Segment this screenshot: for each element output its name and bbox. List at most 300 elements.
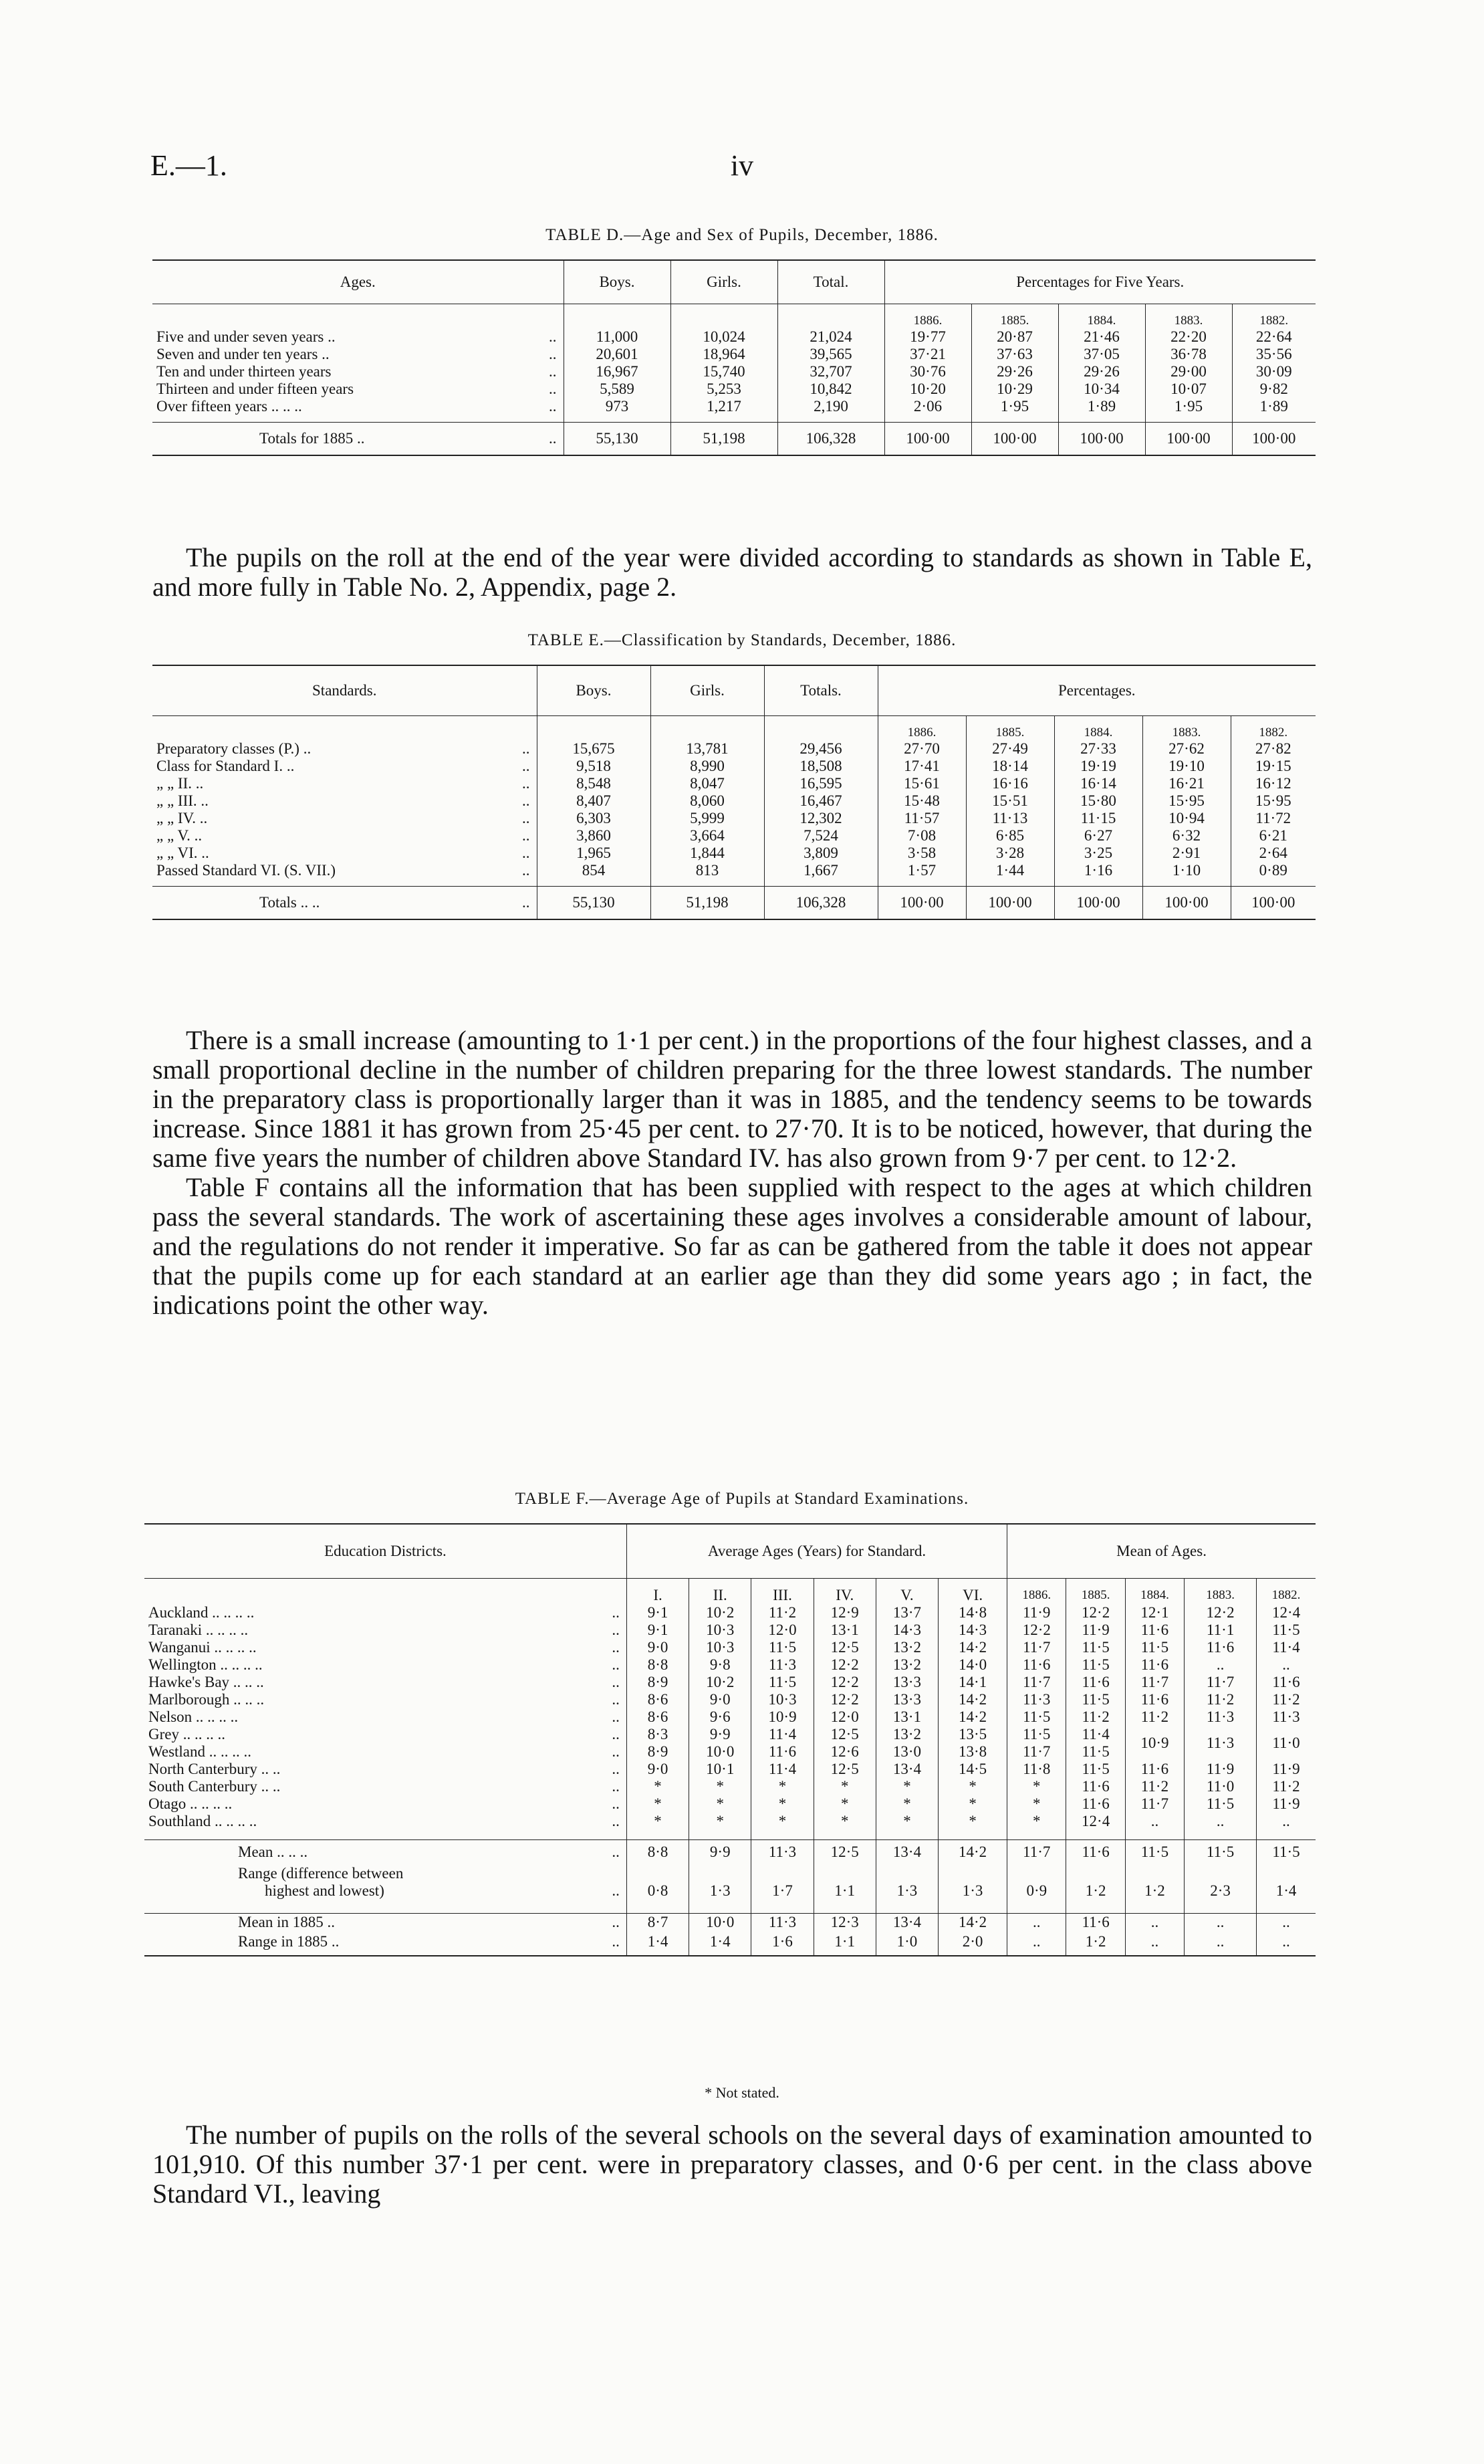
table-f-blank-cell	[1185, 1865, 1257, 1882]
table-e-blank-cell	[764, 716, 878, 741]
table-f-standard-cell: 1·6	[751, 1933, 814, 1956]
table-f-blank-cell	[876, 1830, 938, 1839]
table-f-leader: ..	[612, 1778, 620, 1795]
table-f-standard-cell: *	[939, 1778, 1007, 1795]
table-f-standard-cell: *	[939, 1795, 1007, 1813]
table-e-girls-cell: 8,060	[650, 792, 764, 810]
table-e-boys-cell: 8,407	[537, 792, 650, 810]
table-f-standard-cell: 10·1	[689, 1761, 751, 1778]
table-f-standard-cell: *	[626, 1778, 689, 1795]
table-e-row-label: „ „ V. ..	[156, 827, 203, 844]
table-f-standard-cell: 8·9	[626, 1674, 689, 1691]
table-f-standard-cell: 9·1	[626, 1621, 689, 1639]
table-f-row-label: North Canterbury .. ..	[148, 1761, 281, 1777]
table-f-year-header: 1882.	[1257, 1579, 1316, 1605]
table-d-percent-cell: 1·95	[971, 398, 1058, 415]
table-e-percent-cell: 15·61	[878, 775, 966, 792]
table-d-percent-cell: 10·34	[1058, 380, 1145, 398]
table-f-blank-cell	[144, 1905, 588, 1913]
table-e-percent-cell: 15·80	[1054, 792, 1142, 810]
table-f-mean-cell: 1·2	[1125, 1882, 1184, 1905]
table-f-standard-cell: 12·5	[814, 1726, 876, 1743]
table-d-percent-cell: 37·05	[1058, 346, 1145, 363]
table-d-totals-percent: 100·00	[971, 422, 1058, 455]
table-f-row-label: Southland .. .. .. ..	[148, 1813, 257, 1829]
table-f-mean-cell: 11·2	[1125, 1778, 1184, 1795]
table-d-blank-cell	[564, 415, 670, 422]
table-d-total-cell: 10,842	[777, 380, 884, 398]
table-f-blank-cell	[1257, 1905, 1316, 1913]
table-f-header-mean-of-ages: Mean of Ages.	[1007, 1524, 1316, 1579]
table-f-year-header: 1883.	[1185, 1579, 1257, 1605]
table-f-blank-cell	[1066, 1905, 1125, 1913]
table-e-percent-cell: 2·64	[1231, 845, 1316, 862]
table-d-percent-cell: 37·63	[971, 346, 1058, 363]
table-e-header-totals: Totals.	[764, 665, 878, 716]
table-e-blank-cell	[1231, 879, 1316, 886]
table-f-mean-cell: 11·6	[1185, 1639, 1257, 1656]
table-f-mean-cell: ..	[1257, 1656, 1316, 1674]
table-f-standard-cell: 13·7	[876, 1604, 938, 1621]
table-e-percent-cell: 16·12	[1231, 775, 1316, 792]
table-f-year-header: 1886.	[1007, 1579, 1066, 1605]
table-d-header-percentages: Percentages for Five Years.	[884, 260, 1316, 304]
table-d-totals-girls: 51,198	[670, 422, 777, 455]
table-e-leader: ..	[522, 810, 530, 826]
table-f-blank-cell	[876, 1865, 938, 1882]
table-f-standard-cell: *	[751, 1778, 814, 1795]
table-d-leader: ..	[549, 346, 557, 362]
table-d-girls-cell: 5,253	[670, 380, 777, 398]
table-f-standard-header: II.	[689, 1579, 751, 1605]
table-f-mean-cell: 11·5	[1066, 1691, 1125, 1708]
table-e-body	[152, 716, 1316, 920]
table-f-mean-cell: 11·7	[1007, 1743, 1066, 1761]
table-e-percent-cell: 16·16	[966, 775, 1054, 792]
table-f-standard-cell: 12·5	[814, 1761, 876, 1778]
table-f-mean-cell: 11·9	[1066, 1621, 1125, 1639]
table-f-row	[144, 1778, 1316, 1795]
table-f-mean-cell: ..	[1257, 1913, 1316, 1933]
table-f-standard-cell: 14·2	[939, 1639, 1007, 1656]
table-f-mean-cell: 12·2	[1185, 1604, 1257, 1621]
table-e-leader: ..	[522, 775, 530, 792]
table-f-row-label: Westland .. .. .. ..	[148, 1743, 252, 1760]
table-f-standard-cell: 13·3	[876, 1674, 938, 1691]
table-e-header-girls: Girls.	[650, 665, 764, 716]
table-e-totals-row	[152, 886, 1316, 919]
paragraph-1	[152, 543, 1312, 602]
table-d-boys-cell: 11,000	[564, 328, 670, 346]
table-f-blank-cell	[814, 1905, 876, 1913]
table-e-percent-cell: 11·72	[1231, 810, 1316, 827]
table-e-boys-cell: 9,518	[537, 758, 650, 775]
table-f-caption: TABLE F.—Average Age of Pupils at Standard Examinations.	[515, 1490, 969, 1508]
table-e-percent-cell: 1·16	[1054, 862, 1142, 879]
table-e-row-label: Preparatory classes (P.) ..	[156, 740, 312, 757]
table-d-row	[152, 346, 1316, 363]
table-d-percent-cell: 37·21	[884, 346, 971, 363]
table-e-row-label: Class for Standard I. ..	[156, 758, 295, 774]
table-d-percent-cell: 1·95	[1145, 398, 1232, 415]
table-f-standard-cell: 14·5	[939, 1761, 1007, 1778]
table-f-mean-cell: 11·7	[1007, 1839, 1066, 1865]
table-e-percent-cell: 27·62	[1142, 740, 1231, 758]
table-d-percent-cell: 9·82	[1232, 380, 1316, 398]
paragraph-2-text: There is a small increase (amounting to 1·1 per cent.) in the proportions of the four highest classes, and a small proportional decline in the number of children preparing for the three lowest standards. The number in the preparatory class is proportionally larger than it was in 1885, and the tendency seems to be towards increase. Since 1881 it has grown from 25·45 per cent. to 27·70. It is to be noticed, however, that during the same five years the number of children above Standard IV. has also grown from 9·7 per cent. to 12·2.	[152, 1025, 1312, 1173]
table-e-percent-cell: 0·89	[1231, 862, 1316, 879]
table-d-totals-percent: 100·00	[884, 422, 971, 455]
table-f-mean-cell: ..	[1125, 1933, 1184, 1956]
table-f-standard-cell: 9·0	[626, 1639, 689, 1656]
table-f-mean-cell: ..	[1185, 1813, 1257, 1830]
paragraph-4	[152, 2120, 1312, 2209]
table-f-standard-cell: 13·3	[876, 1691, 938, 1708]
table-f-row	[144, 1604, 1316, 1621]
table-d-percent-cell: 21·46	[1058, 328, 1145, 346]
table-f-standard-cell: *	[689, 1778, 751, 1795]
table-f-standard-cell: 13·4	[876, 1839, 938, 1865]
table-e-boys-cell: 8,548	[537, 775, 650, 792]
table-f-mean-cell: 11·4	[1066, 1726, 1125, 1743]
table-e-totals-percent: 100·00	[966, 886, 1054, 919]
table-f-standard-header: III.	[751, 1579, 814, 1605]
table-f-standard-cell: 10·3	[689, 1639, 751, 1656]
table-e-leader: ..	[522, 758, 530, 774]
table-d-blank-cell	[1232, 415, 1316, 422]
table-f-standard-cell: 14·2	[939, 1691, 1007, 1708]
table-f-mean-cell: 12·4	[1257, 1604, 1316, 1621]
table-e-percent-cell: 7·08	[878, 827, 966, 845]
table-e-boys-cell: 6,303	[537, 810, 650, 827]
table-f-leader: ..	[612, 1795, 620, 1812]
table-e-row-label: „ „ VI. ..	[156, 845, 209, 861]
table-e-boys-cell: 1,965	[537, 845, 650, 862]
table-d-boys-cell: 20,601	[564, 346, 670, 363]
table-e-percent-cell: 27·70	[878, 740, 966, 758]
table-f-mean-cell: 11·6	[1066, 1674, 1125, 1691]
table-f-row	[144, 1621, 1316, 1639]
table-e-percent-cell: 15·51	[966, 792, 1054, 810]
table-e-girls-cell: 813	[650, 862, 764, 879]
table-d-percent-cell: 29·00	[1145, 363, 1232, 380]
table-e-blank-cell	[152, 716, 500, 741]
table-f-standard-cell: 12·2	[814, 1656, 876, 1674]
table-f-standard-cell: 10·9	[751, 1708, 814, 1726]
table-f-year-header: 1885.	[1066, 1579, 1125, 1605]
table-f-standard-cell: 8·9	[626, 1743, 689, 1761]
table-e-blank-cell	[1142, 879, 1231, 886]
table-f-blank-cell	[626, 1905, 689, 1913]
table-f-mean-cell: 0·9	[1007, 1882, 1066, 1905]
table-d-row-label: Over fifteen years .. .. ..	[156, 398, 302, 415]
table-d-percent-cell: 20·87	[971, 328, 1058, 346]
table-f-standard-cell: 8·6	[626, 1708, 689, 1726]
table-d-row-label: Thirteen and under fifteen years	[156, 380, 354, 397]
table-f-leader: ..	[612, 1691, 620, 1708]
paragraph-1-text: The pupils on the roll at the end of the year were divided according to standards as shown in Table E, and more fully in Table No. 2, Appendix, page 2.	[152, 542, 1312, 602]
table-e-percent-cell: 15·48	[878, 792, 966, 810]
table-f-mean-cell: 11·5	[1257, 1621, 1316, 1639]
table-e-percent-cell: 1·10	[1142, 862, 1231, 879]
table-d-boys-cell: 5,589	[564, 380, 670, 398]
table-f-row-label: Otago .. .. .. ..	[148, 1795, 233, 1812]
table-f-mean-cell: 12·4	[1066, 1813, 1125, 1830]
table-d-totals-label: Totals for 1885 ..	[259, 429, 365, 447]
table-d-blank-cell	[1145, 415, 1232, 422]
table-f-standard-cell: 11·4	[751, 1726, 814, 1743]
table-f-mean-cell: 11·5	[1185, 1795, 1257, 1813]
table-e-row-label: „ „ IV. ..	[156, 810, 208, 826]
table-f-leader: ..	[612, 1882, 620, 1899]
table-f-blank-cell	[588, 1830, 627, 1839]
table-f-leader: ..	[612, 1604, 620, 1621]
table-f-standard-cell: 11·5	[751, 1674, 814, 1691]
table-f-standard-header: V.	[876, 1579, 938, 1605]
table-f-mean-cell: ..	[1185, 1656, 1257, 1674]
table-f-mean-cell: 12·2	[1007, 1621, 1066, 1639]
table-f-mean-cell: 11·2	[1125, 1708, 1184, 1726]
table-e-percent-cell: 1·57	[878, 862, 966, 879]
table-f-blank-cell	[144, 1579, 588, 1605]
table-f-blank-cell	[626, 1830, 689, 1839]
table-e-row	[152, 740, 1316, 758]
table-f-leader: ..	[612, 1761, 620, 1777]
table-d-percent-cell: 10·29	[971, 380, 1058, 398]
table-f-standard-cell: 8·8	[626, 1839, 689, 1865]
table-d-header-girls: Girls.	[670, 260, 777, 304]
table-f-standard-cell: 12·0	[751, 1621, 814, 1639]
table-f-standard-cell: 9·1	[626, 1604, 689, 1621]
table-e-percent-cell: 2·91	[1142, 845, 1231, 862]
table-e-percent-cell: 15·95	[1231, 792, 1316, 810]
table-d-totals-row	[152, 422, 1316, 455]
table-e-header-percentages: Percentages.	[878, 665, 1316, 716]
table-e-row	[152, 792, 1316, 810]
table-d-header-boys: Boys.	[564, 260, 670, 304]
table-f-mean1885-row-label: Mean in 1885 ..	[238, 1913, 336, 1930]
table-f-standard-cell: 11·5	[751, 1639, 814, 1656]
table-f-blank-cell	[1125, 1865, 1184, 1882]
table-f-mean-cell: 11·6	[1125, 1621, 1184, 1639]
table-f-standard-cell: 12·2	[814, 1691, 876, 1708]
table-d-girls-cell: 15,740	[670, 363, 777, 380]
table-f-standard-cell: *	[689, 1795, 751, 1813]
table-d-blank-cell	[884, 415, 971, 422]
table-f-standard-cell: 14·2	[939, 1708, 1007, 1726]
table-e-spacer-row	[152, 879, 1316, 886]
table-e-percent-cell: 1·44	[966, 862, 1054, 879]
table-e-header-standards: Standards.	[312, 682, 377, 699]
table-f-mean-cell: ..	[1185, 1913, 1257, 1933]
table-d-leader: ..	[549, 363, 557, 380]
table-e-blank-cell	[878, 879, 966, 886]
table-f-blank-cell	[939, 1905, 1007, 1913]
table-f-range-row-label: highest and lowest)	[265, 1882, 384, 1899]
table-f-standard-cell: 2·0	[939, 1933, 1007, 1956]
table-d-caption: TABLE D.—Age and Sex of Pupils, December, 1886.	[545, 226, 939, 244]
table-d-leader: ..	[549, 380, 557, 397]
table-f-standard-cell: 9·8	[689, 1656, 751, 1674]
table-f-standard-cell: 1·3	[689, 1882, 751, 1905]
table-f-mean-cell: 12·1	[1125, 1604, 1184, 1621]
table-e-percent-cell: 27·82	[1231, 740, 1316, 758]
table-e-row	[152, 845, 1316, 862]
table-f-mean-cell: 11·5	[1007, 1708, 1066, 1726]
table-f-mean-cell: 11·5	[1257, 1839, 1316, 1865]
table-e-row	[152, 862, 1316, 879]
table-d-blank-cell	[777, 304, 884, 329]
table-d-row-label: Seven and under ten years ..	[156, 346, 330, 362]
table-f-range1885-row-label: Range in 1885 ..	[238, 1933, 340, 1950]
table-f-blank-cell	[1007, 1830, 1066, 1839]
table-f-range-label-1: Range (difference between	[238, 1865, 404, 1882]
table-f-blank-cell	[689, 1865, 751, 1882]
table-d-row	[152, 398, 1316, 415]
table-f-standard-cell: 14·2	[939, 1839, 1007, 1865]
table-f-standard-cell: 9·6	[689, 1708, 751, 1726]
table-e-percent-cell: 15·95	[1142, 792, 1231, 810]
table-f-mean-cell: 11·7	[1125, 1674, 1184, 1691]
table-f-mean-cell: 11·7	[1007, 1639, 1066, 1656]
table-e-percent-cell: 6·85	[966, 827, 1054, 845]
table-f-standard-cell: 14·2	[939, 1913, 1007, 1933]
table-f-standard-cell: *	[814, 1795, 876, 1813]
table-f-mean-cell: 11·8	[1007, 1761, 1066, 1778]
table-f-mean-cell: 1·2	[1066, 1882, 1125, 1905]
table-d-row-label: Five and under seven years ..	[156, 328, 336, 345]
table-f-row	[144, 1639, 1316, 1656]
table-f-standard-cell: 11·3	[751, 1656, 814, 1674]
table-f-mean-cell: 11·5	[1066, 1656, 1125, 1674]
table-f-blank-cell	[1257, 1865, 1316, 1882]
table-f-mean-cell: 11·2	[1257, 1691, 1316, 1708]
table-f-standard-cell: 13·2	[876, 1639, 938, 1656]
table-e-percent-cell: 6·32	[1142, 827, 1231, 845]
table-f-standard-cell: *	[876, 1778, 938, 1795]
table-d-percent-cell: 1·89	[1232, 398, 1316, 415]
table-f-standard-cell: 13·4	[876, 1761, 938, 1778]
table-f-leader: ..	[612, 1933, 620, 1950]
table-f-standard-header: VI.	[939, 1579, 1007, 1605]
table-d-blank-cell	[523, 415, 564, 422]
table-f-blank-cell	[814, 1865, 876, 1882]
table-d-leader: ..	[549, 398, 557, 415]
table-f-blank-cell	[1066, 1865, 1125, 1882]
table-f-body	[144, 1579, 1316, 1956]
table-f-mean-cell: 11·6	[1066, 1778, 1125, 1795]
table-f-mean-cell: 11·3	[1257, 1708, 1316, 1726]
table-f-mean-cell: 11·5	[1125, 1839, 1184, 1865]
table-d-percent-cell: 10·07	[1145, 380, 1232, 398]
table-f-mean-cell: 11·9	[1185, 1761, 1257, 1778]
table-f-blank-cell	[144, 1830, 588, 1839]
table-e-girls-cell: 8,990	[650, 758, 764, 775]
table-e-row	[152, 775, 1316, 792]
table-f-standard-header: I.	[626, 1579, 689, 1605]
table-e-row	[152, 827, 1316, 845]
table-f-blank-cell	[1257, 1830, 1316, 1839]
table-f-leader: ..	[612, 1674, 620, 1690]
table-e-percent-cell: 18·14	[966, 758, 1054, 775]
table-e-year-header: 1885.	[966, 716, 1054, 741]
table-d-year-header: 1883.	[1145, 304, 1232, 329]
table-f-standard-cell: 14·0	[939, 1656, 1007, 1674]
table-f-standard-cell: 14·3	[939, 1621, 1007, 1639]
table-f-leader: ..	[612, 1813, 620, 1829]
table-f-header-average-ages: Average Ages (Years) for Standard.	[626, 1524, 1007, 1579]
table-e-total-cell: 7,524	[764, 827, 878, 845]
table-f-standard-cell: 12·0	[814, 1708, 876, 1726]
table-f-mean-cell: 11·6	[1066, 1913, 1125, 1933]
table-f-subheader-row	[144, 1579, 1316, 1605]
table-f-standard-cell: 8·6	[626, 1691, 689, 1708]
table-d-percent-cell: 22·20	[1145, 328, 1232, 346]
table-f-mean-cell: 11·2	[1257, 1778, 1316, 1795]
table-e-totals-total: 106,328	[764, 886, 878, 919]
table-f-blank-cell	[751, 1865, 814, 1882]
table-f-standard-cell: 1·4	[626, 1933, 689, 1956]
table-f-row-label: Wellington .. .. .. ..	[148, 1656, 263, 1673]
table-e-blank-cell	[500, 879, 537, 886]
table-d-girls-cell: 18,964	[670, 346, 777, 363]
table-f-mean-cell: 1·2	[1066, 1933, 1125, 1956]
table-f-mean-cell: ..	[1007, 1933, 1066, 1956]
table-f-standard-cell: *	[626, 1795, 689, 1813]
table-f-standard-cell: 11·6	[751, 1743, 814, 1761]
table-e-boys-cell: 15,675	[537, 740, 650, 758]
table-f-mean1885-row	[144, 1913, 1316, 1933]
table-f-standard-cell: 8·3	[626, 1726, 689, 1743]
table-d-totals-boys: 55,130	[564, 422, 670, 455]
table-f-standard-cell: 13·4	[876, 1913, 938, 1933]
table-f-standard-cell: 10·2	[689, 1604, 751, 1621]
table-f-blank-cell	[1125, 1830, 1184, 1839]
table-d-percent-cell: 22·64	[1232, 328, 1316, 346]
table-d-blank-cell	[152, 304, 523, 329]
table-d-total-cell: 2,190	[777, 398, 884, 415]
table-d-girls-cell: 10,024	[670, 328, 777, 346]
table-f-row-label: South Canterbury .. ..	[148, 1778, 281, 1795]
table-f-blank-cell	[1066, 1830, 1125, 1839]
table-f-standard-cell: 10·0	[689, 1743, 751, 1761]
table-f-mean-cell: *	[1007, 1778, 1066, 1795]
table-f-standard-cell: 13·5	[939, 1726, 1007, 1743]
table-e-row	[152, 810, 1316, 827]
table-d-percent-cell: 1·89	[1058, 398, 1145, 415]
table-f-standard-cell: *	[939, 1813, 1007, 1830]
table-d-blank-cell	[670, 415, 777, 422]
table-f-standard-cell: 0·8	[626, 1882, 689, 1905]
table-e-leader: ..	[522, 792, 530, 809]
table-f-mean-cell: 11·6	[1125, 1691, 1184, 1708]
table-f-row-label: Hawke's Bay .. .. ..	[148, 1674, 264, 1690]
table-f-mean-cell: 11·5	[1007, 1726, 1066, 1743]
table-f-standard-cell: 1·4	[689, 1933, 751, 1956]
table-f-mean-cell: 1·4	[1257, 1882, 1316, 1905]
table-e-total-cell: 18,508	[764, 758, 878, 775]
table-f-standard-cell: 12·6	[814, 1743, 876, 1761]
table-f-blank-cell	[588, 1579, 627, 1605]
table-f-standard-cell: 1·0	[876, 1933, 938, 1956]
table-f-blank-cell	[1007, 1905, 1066, 1913]
table-f-standard-cell: 11·3	[751, 1913, 814, 1933]
table-d-leader: ..	[549, 328, 557, 345]
table-e-total-cell: 16,595	[764, 775, 878, 792]
table-f-mean-cell: ..	[1125, 1813, 1184, 1830]
table-f-blank-cell	[689, 1905, 751, 1913]
table-e-totals-percent: 100·00	[1231, 886, 1316, 919]
